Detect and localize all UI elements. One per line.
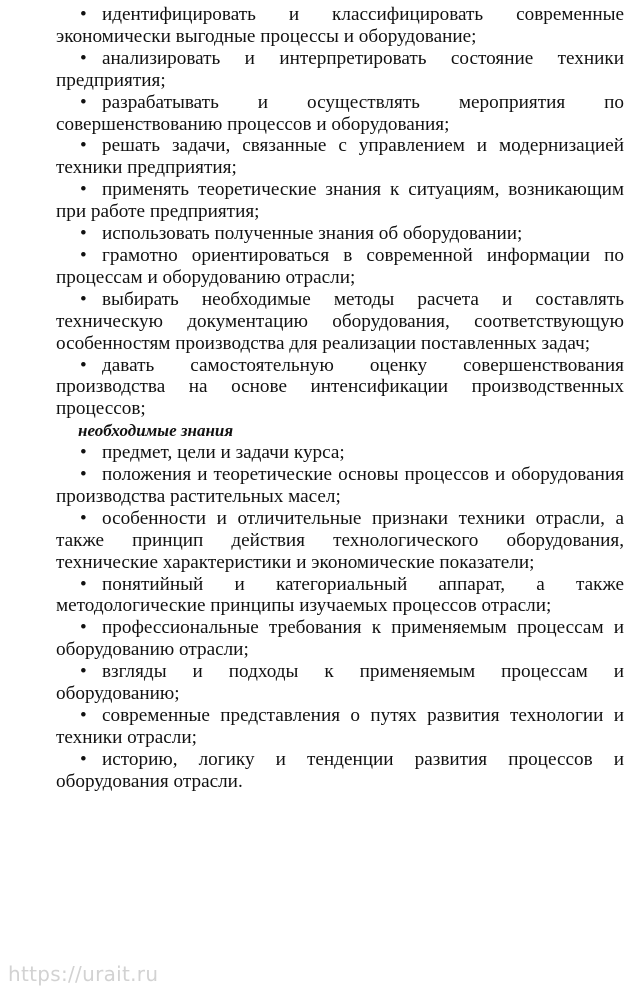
list-item [56, 48, 624, 92]
list-item [56, 135, 624, 179]
list-item [56, 508, 624, 574]
list-item-text: предмет, цели и задачи курса; [102, 442, 345, 464]
list-item [56, 442, 624, 464]
bullet-marker: • [80, 288, 87, 310]
document-page [56, 4, 624, 793]
bullet-marker: • [80, 442, 87, 464]
list-item-text: взгляды и подходы к применяемым процессам и оборудованию; [56, 661, 624, 705]
list-item [56, 179, 624, 223]
bullet-marker: • [80, 4, 87, 25]
bullet-marker: • [80, 244, 87, 266]
list-item-text: применять теоретические знания к ситуациям, возникающим при работе предприятия; [56, 179, 624, 223]
list-item [56, 617, 624, 661]
bullet-marker: • [80, 47, 87, 69]
source-watermark: https://urait.ru [8, 962, 159, 986]
list-item [56, 749, 624, 793]
bullet-marker: • [80, 223, 87, 245]
knowledge-list [56, 442, 624, 793]
list-item [56, 289, 624, 355]
list-item-text: идентифицировать и классифицировать современные экономически выгодные процессы и оборудование; [56, 4, 624, 47]
bullet-marker: • [80, 179, 87, 201]
list-item [56, 661, 624, 705]
bullet-marker: • [80, 507, 87, 529]
list-item-text: разрабатывать и осуществлять мероприятия по совершенствованию процессов и оборудования; [56, 91, 624, 135]
list-item [56, 245, 624, 289]
list-item-text: профессиональные требования к применяемым процессам и оборудованию отрасли; [56, 617, 624, 661]
list-item [56, 92, 624, 136]
bullet-marker: • [80, 661, 87, 683]
bullet-marker: • [80, 748, 87, 770]
list-item-text: выбирать необходимые методы расчета и составлять техническую документацию оборудования, соответствующую особенностям производства для реализации поставленных задач; [56, 288, 624, 354]
bullet-marker: • [80, 91, 87, 113]
list-item-text: понятийный и категориальный аппарат, а также методологические принципы изучаемых процессов отрасли; [56, 573, 624, 617]
list-item-text: положения и теоретические основы процессов и оборудования производства растительных масел; [56, 464, 624, 507]
list-item-text: грамотно ориентироваться в современной информации по процессам и оборудованию отрасли; [56, 244, 624, 288]
bullet-marker: • [80, 705, 87, 726]
list-item-text: современные представления о путях развития технологии и техники отрасли; [56, 705, 624, 748]
list-item [56, 705, 624, 749]
bullet-marker: • [80, 354, 87, 376]
list-item [56, 355, 624, 421]
list-item [56, 4, 624, 48]
list-item [56, 574, 624, 618]
list-item-text: использовать полученные знания об оборудовании; [102, 223, 523, 245]
list-item-text: давать самостоятельную оценку совершенствования производства на основе интенсификации производственных процессов; [56, 354, 624, 420]
list-item-text: решать задачи, связанные с управлением и модернизацией техники предприятия; [56, 135, 624, 179]
section-heading: необходимые знания [78, 421, 234, 441]
list-item-text: особенности и отличительные признаки техники отрасли, а также принцип действия технологического оборудования, технические характеристики и экономические показатели; [56, 507, 624, 573]
list-item [56, 464, 624, 508]
bullet-marker: • [80, 135, 87, 157]
bullet-marker: • [80, 617, 87, 639]
list-item-text: историю, логику и тенденции развития процессов и оборудования отрасли. [56, 748, 624, 792]
list-item [56, 223, 624, 245]
list-item-text: анализировать и интерпретировать состояние техники предприятия; [56, 47, 624, 91]
bullet-marker: • [80, 573, 87, 595]
skills-list [56, 4, 624, 420]
bullet-marker: • [80, 464, 87, 486]
